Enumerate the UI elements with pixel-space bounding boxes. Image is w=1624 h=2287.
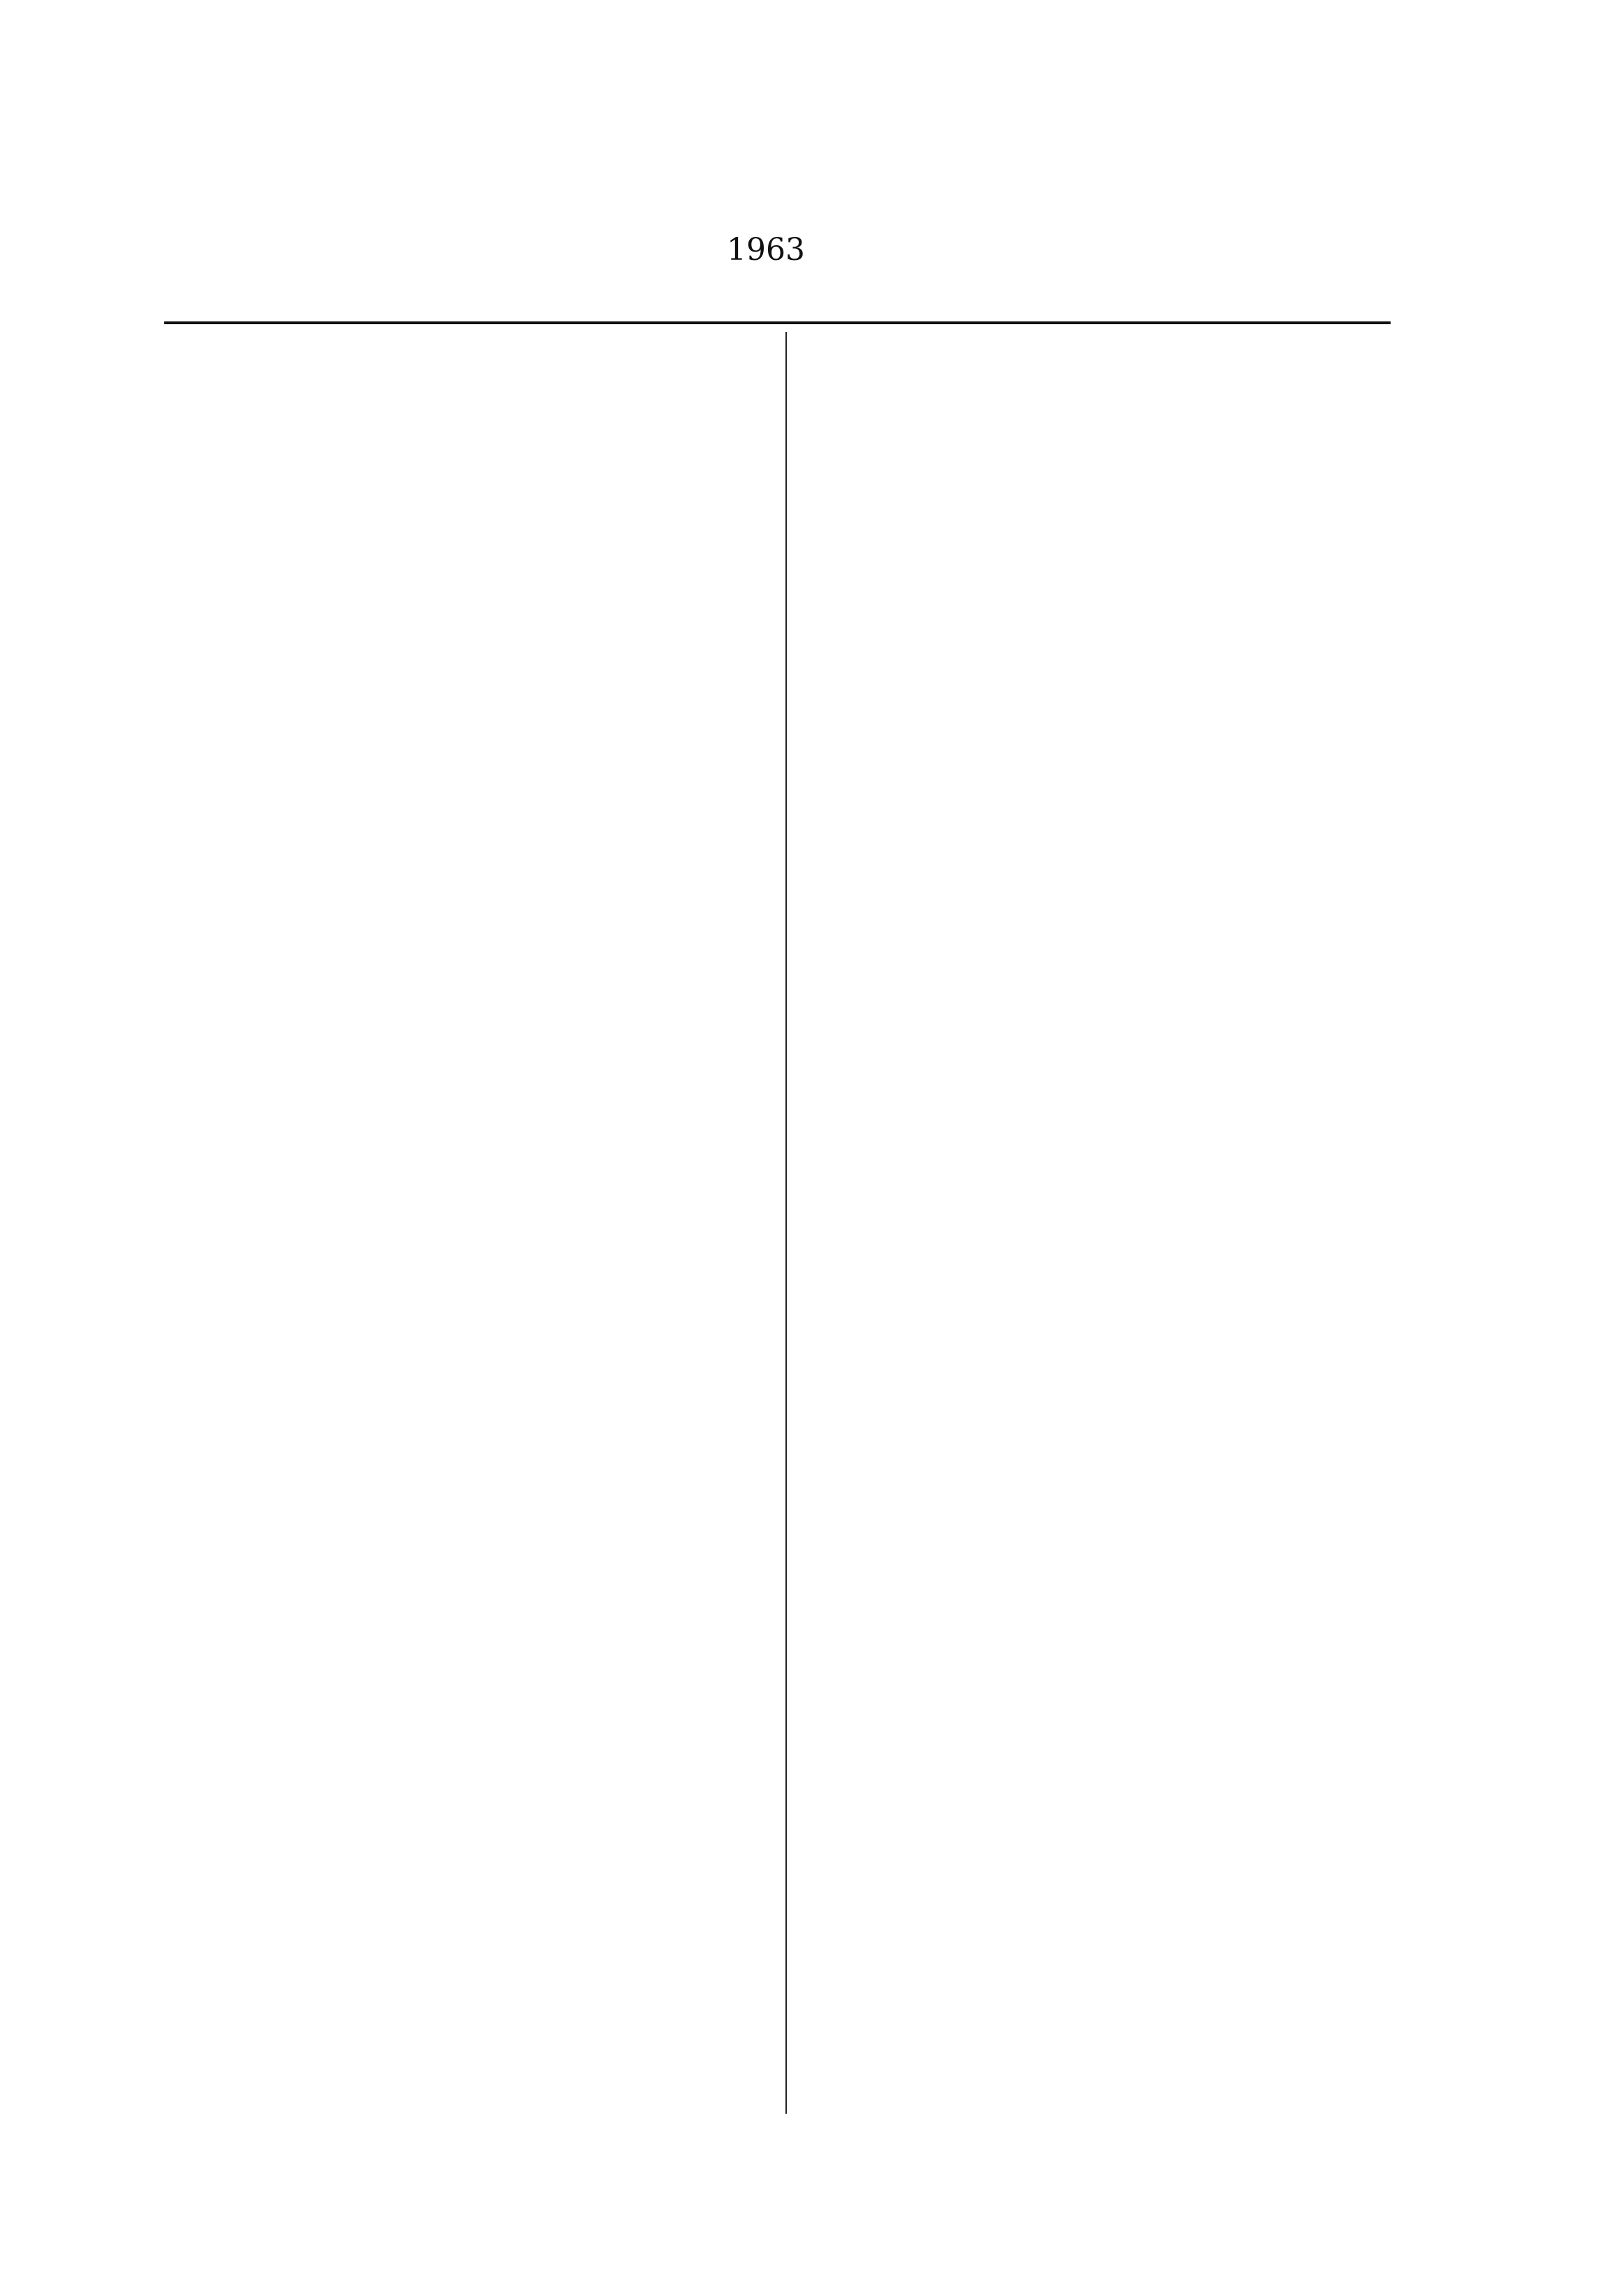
text-line: [164, 451, 762, 500]
text-line: [164, 597, 762, 646]
page-header: [727, 222, 1391, 278]
text-line: [164, 695, 762, 744]
text-line: [804, 1077, 1391, 1126]
text-line: [164, 1585, 762, 1634]
text-line: [804, 1869, 1391, 1918]
text-line: [164, 1683, 762, 1732]
text-line: [164, 940, 762, 989]
text-line: [164, 1634, 762, 1683]
text-line: [164, 549, 762, 597]
text-line: [804, 353, 1391, 402]
text-line: [164, 402, 762, 451]
text-line: [804, 1654, 1391, 1703]
text-line: [804, 1439, 1391, 1488]
text-line: [804, 1341, 1391, 1390]
text-line: [804, 1488, 1391, 1537]
text-line: [804, 1605, 1391, 1654]
text-line: [804, 1292, 1391, 1341]
text-line: [164, 1302, 762, 1351]
text-line: [164, 353, 762, 402]
text-line: [804, 1028, 1391, 1077]
text-line: [164, 793, 762, 842]
text-line: [804, 402, 1391, 451]
text-line: [804, 1703, 1391, 1752]
right-column: [804, 353, 1391, 1918]
text-line: [164, 1038, 762, 1087]
text-line: [164, 989, 762, 1038]
text-line: [164, 1468, 762, 1517]
page-number: 1963: [727, 232, 805, 268]
text-line: [804, 1771, 1391, 1820]
text-line: [804, 979, 1391, 1028]
column-divider: [785, 332, 787, 2114]
text-line: [164, 1135, 762, 1184]
text-line: [164, 500, 762, 549]
text-line: [164, 842, 762, 891]
text-line: [804, 451, 1391, 500]
text-line: [164, 1087, 762, 1135]
text-line: [804, 715, 1391, 764]
text-line: [804, 930, 1391, 979]
text-line: [804, 666, 1391, 715]
text-line: [804, 1126, 1391, 1175]
text-line: [164, 891, 762, 940]
text-line: [804, 1390, 1391, 1439]
text-line: [804, 1556, 1391, 1605]
text-line: [804, 832, 1391, 881]
header-rule: [164, 321, 1391, 324]
text-line: [164, 1830, 762, 1879]
text-line: [164, 1351, 762, 1400]
text-line: [164, 1517, 762, 1566]
text-line: [164, 1253, 762, 1302]
text-line: [164, 1947, 762, 1996]
text-line: [804, 764, 1391, 813]
text-line: [164, 1184, 762, 1233]
text-line: [164, 1400, 762, 1449]
text-line: [164, 1898, 762, 1947]
text-line: [804, 1820, 1391, 1869]
text-line: [804, 881, 1391, 930]
text-line: [804, 1175, 1391, 1224]
text-line: [164, 744, 762, 793]
text-line: [804, 617, 1391, 666]
text-line: [804, 568, 1391, 617]
left-column: [164, 353, 762, 1996]
text-line: [164, 1732, 762, 1781]
text-line: [804, 1243, 1391, 1292]
text-line: [164, 646, 762, 695]
text-line: [804, 519, 1391, 568]
text-line: [164, 1781, 762, 1830]
